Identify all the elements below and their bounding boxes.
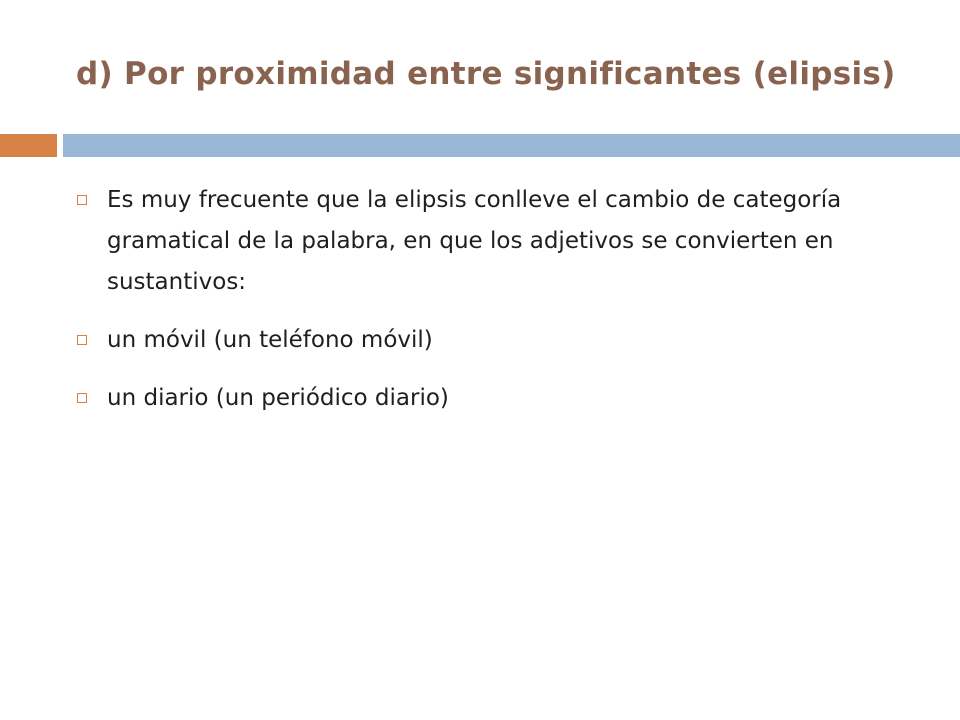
bullet-text: Es muy frecuente que la elipsis conlleve el cambio de categoría gramatical de la palabra, en que los adjetivos se convierten en sustantivos: [107,187,842,295]
slide-title: d) Por proximidad entre significantes (elipsis) [76,56,896,92]
accent-bar-blue [63,134,960,157]
bullet-list [76,180,906,436]
square-bullet-icon [77,195,87,205]
bullet-item [76,180,906,303]
square-bullet-icon [77,335,87,345]
bullet-item [76,378,906,419]
accent-bar-orange [0,134,57,157]
square-bullet-icon [77,393,87,403]
bullet-text: un móvil (un teléfono móvil) [107,327,433,353]
bullet-item [76,320,906,361]
bullet-text: un diario (un periódico diario) [107,385,449,411]
